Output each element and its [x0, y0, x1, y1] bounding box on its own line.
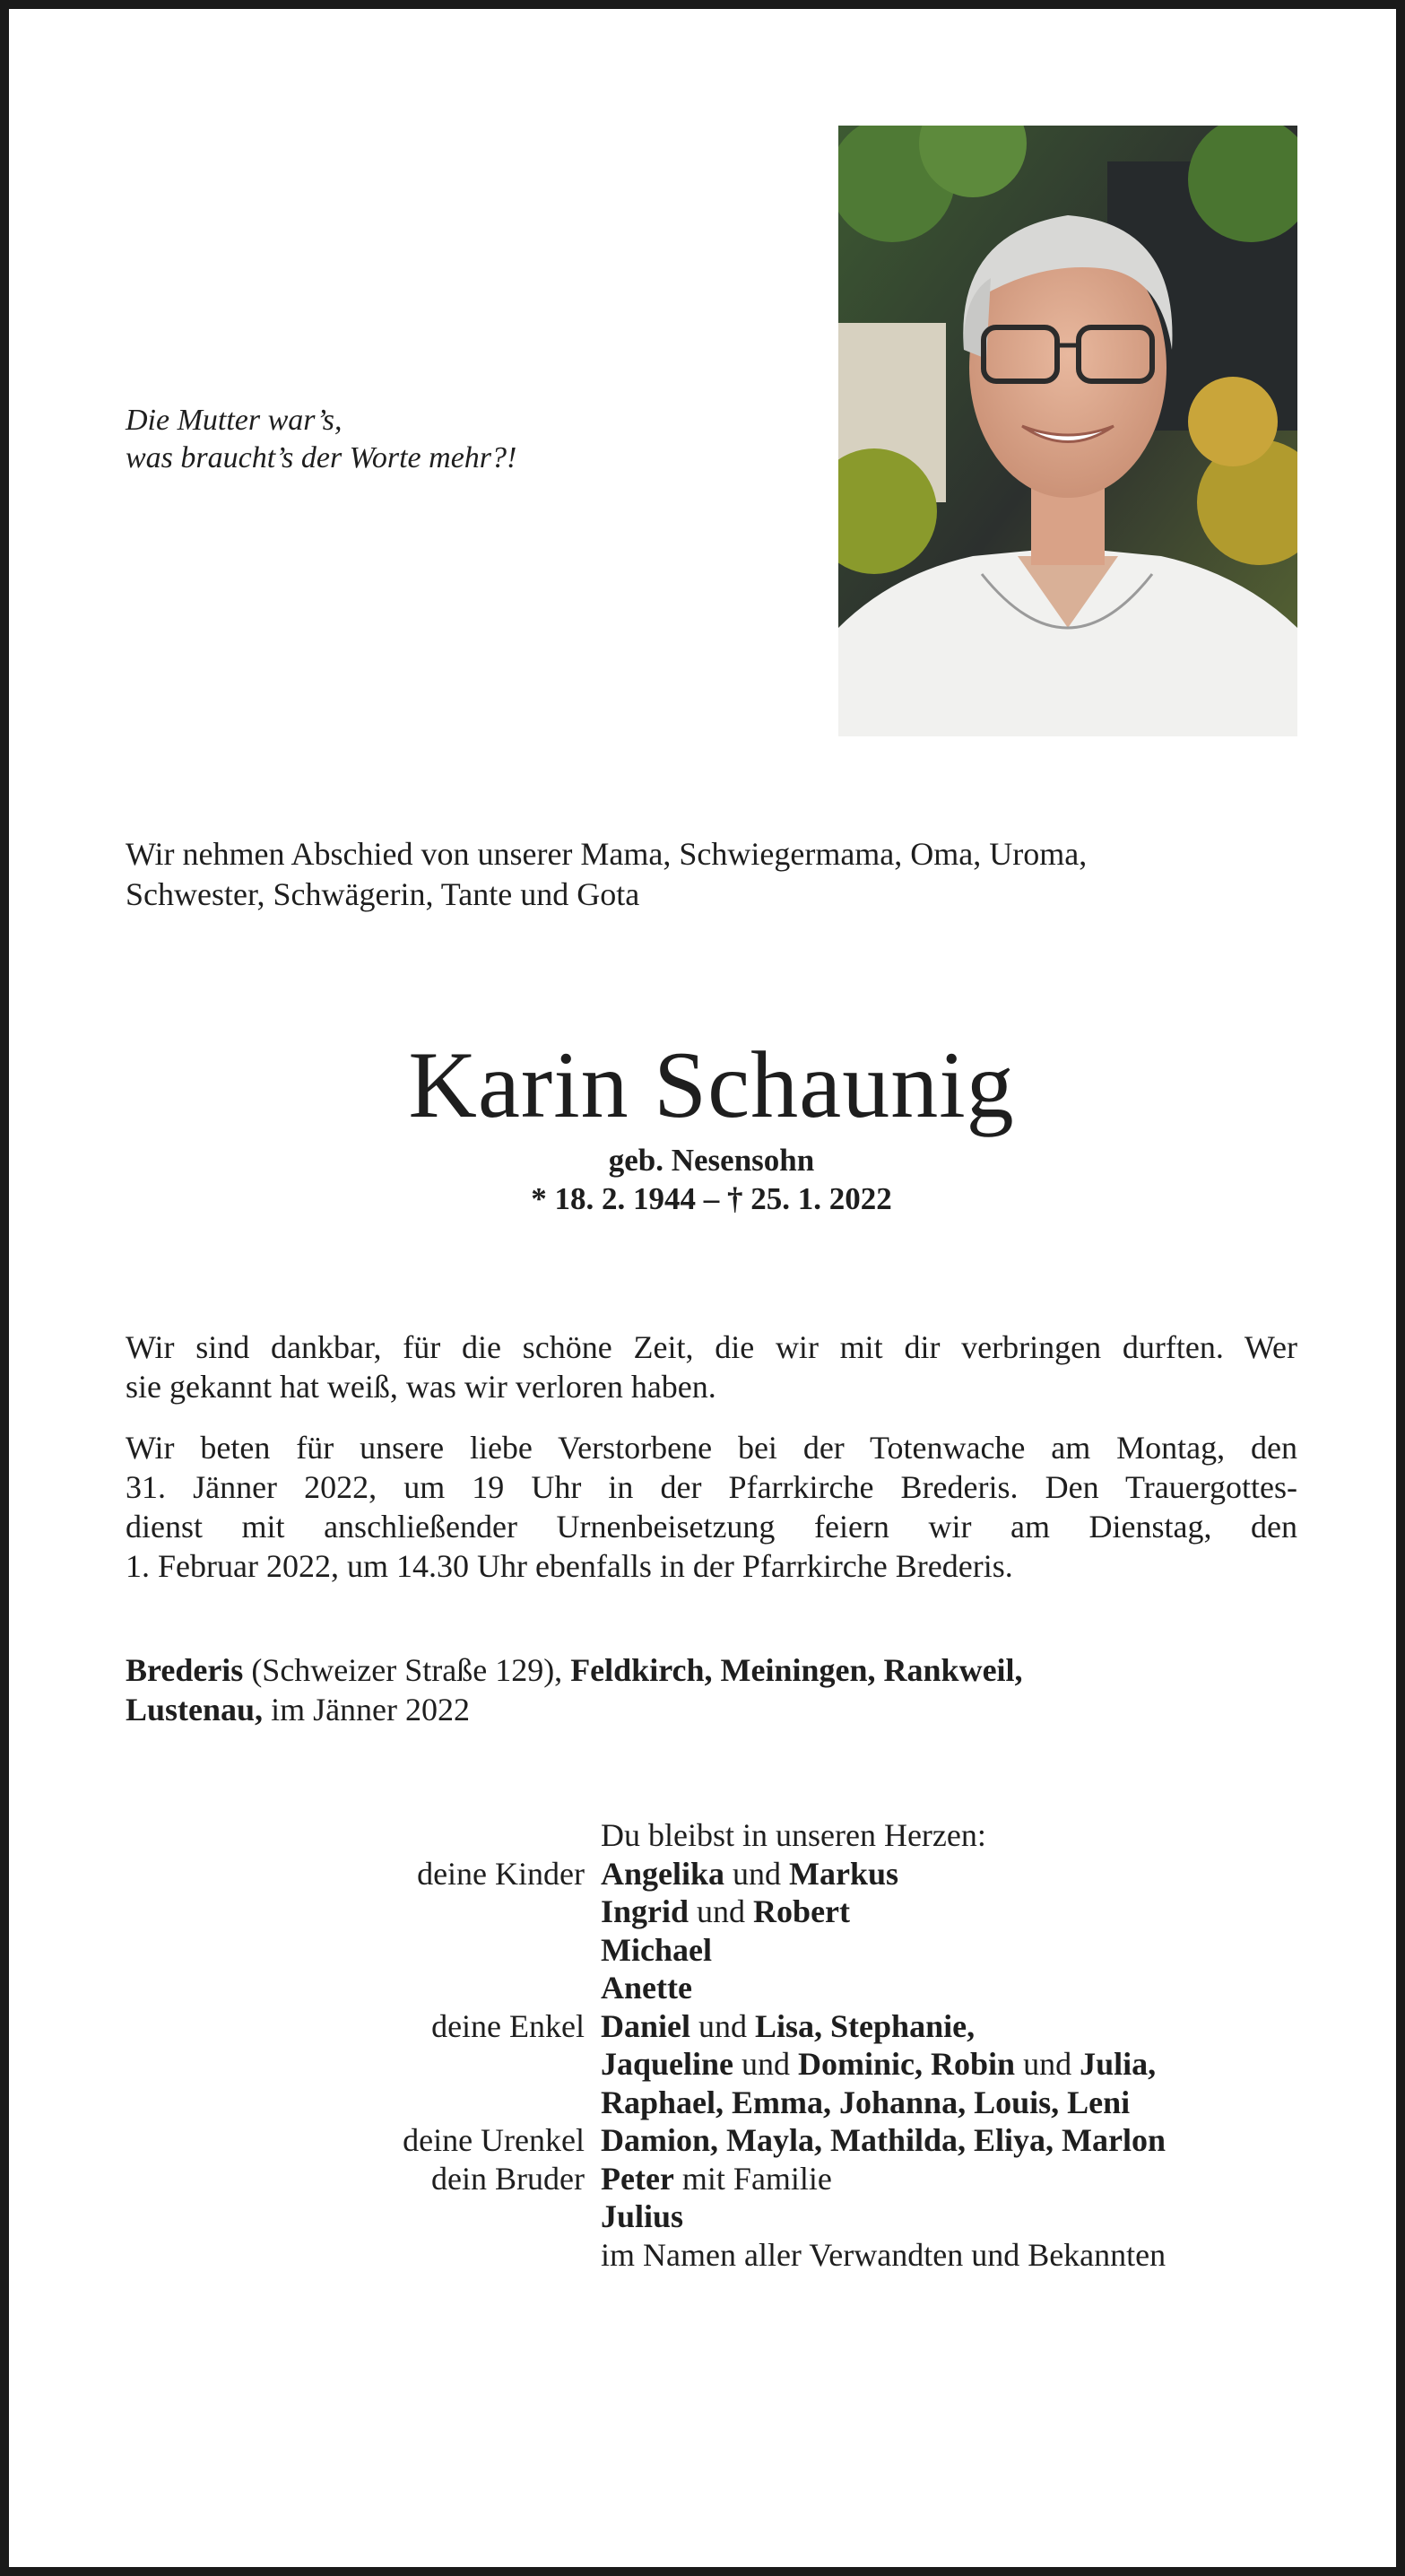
motto-line: Die Mutter war’s, — [126, 404, 343, 437]
intro-text — [126, 834, 1297, 915]
intro-line: Schwester, Schwägerin, Tante und Gota — [126, 876, 640, 912]
place-address: (Schweizer Straße 129), — [243, 1652, 571, 1688]
signer-name: Dominic, Robin — [798, 2046, 1016, 2082]
conjunction: und — [690, 2007, 756, 2044]
service-text — [126, 1428, 1297, 1586]
service-line: dienst mit anschließender Urnenbeisetzung feiern wir am Dienstag, den — [126, 1509, 1297, 1545]
closing-line: im Namen aller Verwandten und Bekannten — [601, 2236, 1166, 2273]
relation-label: dein Bruder — [431, 2160, 585, 2197]
portrait-photo — [838, 126, 1297, 736]
service-line: Wir beten für unsere liebe Verstorbene bei der Totenwache am Montag, den — [126, 1430, 1297, 1466]
place-towns: Feldkirch, Meiningen, Rankweil, — [570, 1652, 1023, 1688]
signer-name: Damion, Mayla, Mathilda, Eliya, Marlon — [601, 2122, 1166, 2158]
signer-name: Anette — [601, 1970, 692, 2006]
gratitude-line: Wir sind dankbar, für die schöne Zeit, die wir mit dir verbringen durften. Wer — [126, 1329, 1297, 1365]
signer-name: Jaqueline — [601, 2046, 734, 2082]
intro-line: Wir nehmen Abschied von unserer Mama, Schwiegermama, Oma, Uroma, — [126, 836, 1088, 872]
conjunction: und — [724, 1855, 790, 1892]
deceased-name: Karin Schaunig — [408, 1032, 1015, 1137]
signatures — [126, 1816, 1297, 2274]
life-dates: * 18. 2. 1944 – † 25. 1. 2022 — [531, 1181, 892, 1216]
service-line: 31. Jänner 2022, um 19 Uhr in der Pfarrkirche Brederis. Den Trauergottes- — [126, 1469, 1297, 1505]
gratitude-text — [126, 1327, 1297, 1406]
signer-name: Markus — [789, 1855, 899, 1892]
signer-name: Raphael, Emma, Johanna, Louis, Leni — [601, 2084, 1131, 2120]
place-town: Brederis — [126, 1652, 244, 1688]
signer-suffix: mit Familie — [673, 2160, 832, 2197]
signer-name: Julius — [601, 2198, 684, 2234]
signer-name: Robert — [753, 1893, 851, 1929]
signer-name: Peter — [601, 2160, 674, 2197]
relation-label: deine Kinder — [417, 1855, 585, 1892]
relation-label: deine Enkel — [431, 2007, 585, 2044]
signer-name: Julia, — [1080, 2046, 1157, 2082]
signer-name: Daniel — [601, 2007, 691, 2044]
service-line: 1. Februar 2022, um 14.30 Uhr ebenfalls in der Pfarrkirche Brederis. — [126, 1548, 1013, 1584]
signer-name: Ingrid — [601, 1893, 689, 1929]
signer-name: Angelika — [601, 1855, 725, 1892]
relation-label: deine Urenkel — [403, 2122, 585, 2158]
motto-line: was braucht’s der Worte mehr?! — [126, 441, 517, 474]
signatures-heading: Du bleibst in unseren Herzen: — [601, 1817, 986, 1853]
signer-name: Lisa, Stephanie, — [755, 2007, 976, 2044]
conjunction: und — [1015, 2046, 1080, 2082]
conjunction: und — [689, 1893, 754, 1929]
born-name: geb. Nesensohn — [608, 1143, 815, 1178]
place-town-last: Lustenau, — [126, 1692, 264, 1727]
place-and-date — [126, 1650, 1297, 1729]
portrait-photo-icon — [838, 126, 1297, 736]
signer-name: Michael — [601, 1931, 712, 1968]
place-date: im Jänner 2022 — [263, 1692, 471, 1727]
motto — [126, 402, 628, 477]
conjunction: und — [733, 2046, 799, 2082]
gratitude-line: sie gekannt hat weiß, was wir verloren haben. — [126, 1369, 716, 1405]
